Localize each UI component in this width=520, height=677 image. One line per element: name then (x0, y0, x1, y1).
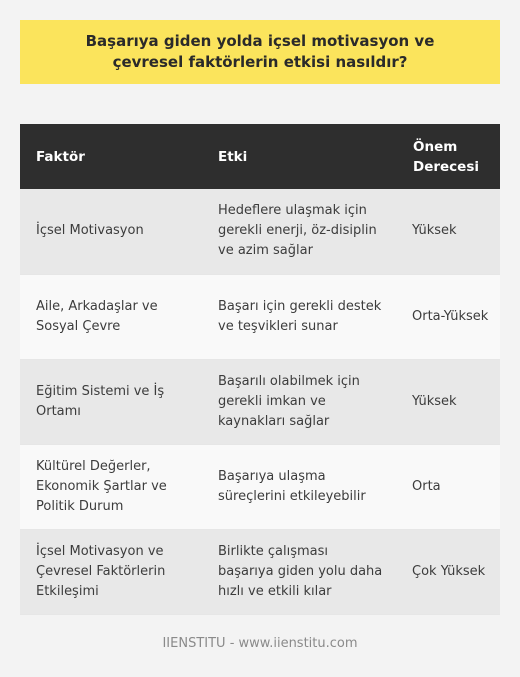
effect-cell: Başarılı olabilmek için gerekli imkan ve kaynakları sağlar (202, 359, 397, 444)
effect-cell: Hedeflere ulaşmak için gerekli enerji, öz-disiplin ve azim sağlar (202, 189, 397, 274)
table-row (20, 189, 500, 274)
importance-cell: Çok Yüksek (397, 529, 500, 614)
column-header-effect: Etki (202, 124, 397, 189)
effect-cell: Başarı için gerekli destek ve teşvikleri sunar (202, 274, 397, 359)
factor-cell: Aile, Arkadaşlar ve Sosyal Çevre (20, 274, 202, 359)
factor-cell: Eğitim Sistemi ve İş Ortamı (20, 359, 202, 444)
factors-table (20, 124, 500, 615)
table-row (20, 444, 500, 529)
effect-cell: Başarıya ulaşma süreçlerini etkileyebilir (202, 444, 397, 529)
importance-cell: Orta (397, 444, 500, 529)
table-header-row (20, 124, 500, 189)
table-row (20, 529, 500, 614)
title-banner (20, 20, 500, 84)
column-header-factor: Faktör (20, 124, 202, 189)
factor-cell: İçsel Motivasyon ve Çevresel Faktörlerin Etkileşimi (20, 529, 202, 614)
page-title: Başarıya giden yolda içsel motivasyon ve çevresel faktörlerin etkisi nasıldır? (85, 32, 435, 71)
importance-cell: Yüksek (397, 189, 500, 274)
column-header-importance: Önem Derecesi (397, 124, 500, 189)
importance-cell: Yüksek (397, 359, 500, 444)
importance-cell: Orta-Yüksek (397, 274, 500, 359)
factor-cell: Kültürel Değerler, Ekonomik Şartlar ve Politik Durum (20, 444, 202, 529)
effect-cell: Birlikte çalışması başarıya giden yolu daha hızlı ve etkili kılar (202, 529, 397, 614)
table-row (20, 274, 500, 359)
factor-cell: İçsel Motivasyon (20, 189, 202, 274)
footer-credit: IIENSTITU - www.iienstitu.com (162, 636, 358, 651)
table-row (20, 359, 500, 444)
